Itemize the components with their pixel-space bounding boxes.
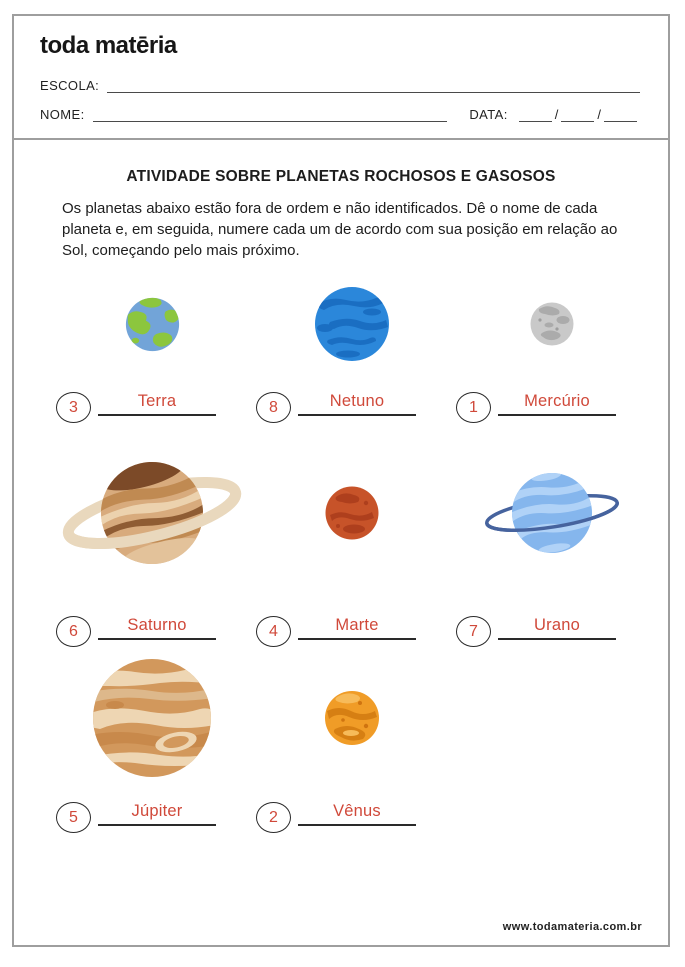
answer-row bbox=[456, 379, 616, 423]
answer-name: Urano bbox=[534, 616, 580, 634]
answer-blank bbox=[298, 794, 416, 826]
answer-name: Terra bbox=[137, 392, 177, 410]
date-day-blank bbox=[519, 106, 552, 122]
uranus-illustration bbox=[476, 457, 628, 569]
worksheet-header bbox=[14, 16, 668, 140]
answer-name: Saturno bbox=[127, 616, 187, 634]
planet-image-box bbox=[252, 269, 452, 379]
order-number: 2 bbox=[269, 808, 278, 826]
order-number: 8 bbox=[269, 398, 278, 416]
date-year-blank bbox=[604, 106, 637, 122]
answer-row bbox=[56, 789, 216, 833]
planet-image-box bbox=[52, 423, 252, 603]
school-blank-line bbox=[107, 77, 640, 93]
planet-image-box bbox=[252, 423, 452, 603]
date-separator: / bbox=[554, 107, 559, 122]
brand-logo: toda matēria bbox=[40, 32, 177, 59]
planet-item-jupiter bbox=[52, 647, 252, 833]
order-number: 1 bbox=[469, 398, 478, 416]
worksheet-title: ATIVIDADE SOBRE PLANETAS ROCHOSOS E GASOSOS bbox=[126, 168, 556, 185]
order-circle bbox=[456, 392, 491, 423]
answer-blank bbox=[98, 608, 216, 640]
answer-blank bbox=[498, 608, 616, 640]
answer-row bbox=[56, 603, 216, 647]
planet-image-box bbox=[52, 647, 252, 789]
venus-illustration bbox=[323, 689, 381, 747]
answer-row bbox=[256, 789, 416, 833]
date-field bbox=[469, 106, 640, 122]
answer-row bbox=[456, 603, 616, 647]
order-number: 5 bbox=[69, 808, 78, 826]
answer-blank bbox=[298, 384, 416, 416]
mars-illustration bbox=[324, 485, 380, 541]
name-date-row bbox=[40, 106, 640, 122]
answer-name: Mercúrio bbox=[524, 392, 590, 410]
school-label: ESCOLA: bbox=[40, 78, 100, 93]
order-circle bbox=[256, 616, 291, 647]
neptune-illustration bbox=[312, 284, 392, 364]
answer-blank bbox=[498, 384, 616, 416]
name-blank-line bbox=[93, 106, 448, 122]
answer-name: Netuno bbox=[329, 392, 385, 410]
mercury-illustration bbox=[529, 301, 575, 347]
planet-image-box bbox=[252, 647, 452, 789]
order-circle bbox=[456, 616, 491, 647]
order-number: 7 bbox=[469, 622, 478, 640]
order-number: 6 bbox=[69, 622, 78, 640]
order-circle bbox=[56, 616, 91, 647]
answer-row bbox=[56, 379, 216, 423]
planet-image-box bbox=[52, 269, 252, 379]
name-label: NOME: bbox=[40, 107, 85, 122]
date-separator: / bbox=[597, 107, 601, 122]
order-number: 3 bbox=[69, 398, 78, 416]
answer-blank bbox=[298, 608, 416, 640]
worksheet-page bbox=[12, 14, 670, 947]
answer-name: Júpiter bbox=[131, 802, 183, 820]
empty-cell bbox=[452, 647, 652, 833]
answer-blank bbox=[98, 384, 216, 416]
answer-name: Marte bbox=[335, 616, 379, 634]
answer-row bbox=[256, 379, 416, 423]
date-month-blank bbox=[561, 106, 594, 122]
order-number: 4 bbox=[269, 622, 278, 640]
planet-image-box bbox=[452, 423, 652, 603]
planet-item-terra bbox=[52, 269, 252, 423]
planet-item-venus bbox=[252, 647, 452, 833]
answer-row bbox=[256, 603, 416, 647]
order-circle bbox=[256, 802, 291, 833]
planet-item-mercurio bbox=[452, 269, 652, 423]
order-circle bbox=[256, 392, 291, 423]
order-circle bbox=[56, 802, 91, 833]
planet-item-urano bbox=[452, 423, 652, 647]
planet-item-marte bbox=[252, 423, 452, 647]
order-circle bbox=[56, 392, 91, 423]
school-field bbox=[40, 77, 640, 93]
planet-image-box bbox=[452, 269, 652, 379]
answer-blank bbox=[98, 794, 216, 826]
jupiter-illustration bbox=[90, 656, 214, 780]
planet-grid bbox=[52, 269, 652, 833]
planet-item-netuno bbox=[252, 269, 452, 423]
date-label: DATA: bbox=[469, 107, 508, 122]
saturn-illustration bbox=[57, 438, 247, 588]
footer-url: www.todamateria.com.br bbox=[502, 921, 642, 933]
earth-illustration bbox=[124, 296, 181, 353]
planet-item-saturno bbox=[52, 423, 252, 647]
answer-name: Vênus bbox=[333, 802, 381, 820]
worksheet-instructions: Os planetas abaixo estão fora de ordem e não identificados. Dê o nome de cada planeta e, em seguida, numere cada um de acordo com sua posição em relação ao Sol, começando pelo mais próximo. bbox=[62, 200, 618, 259]
